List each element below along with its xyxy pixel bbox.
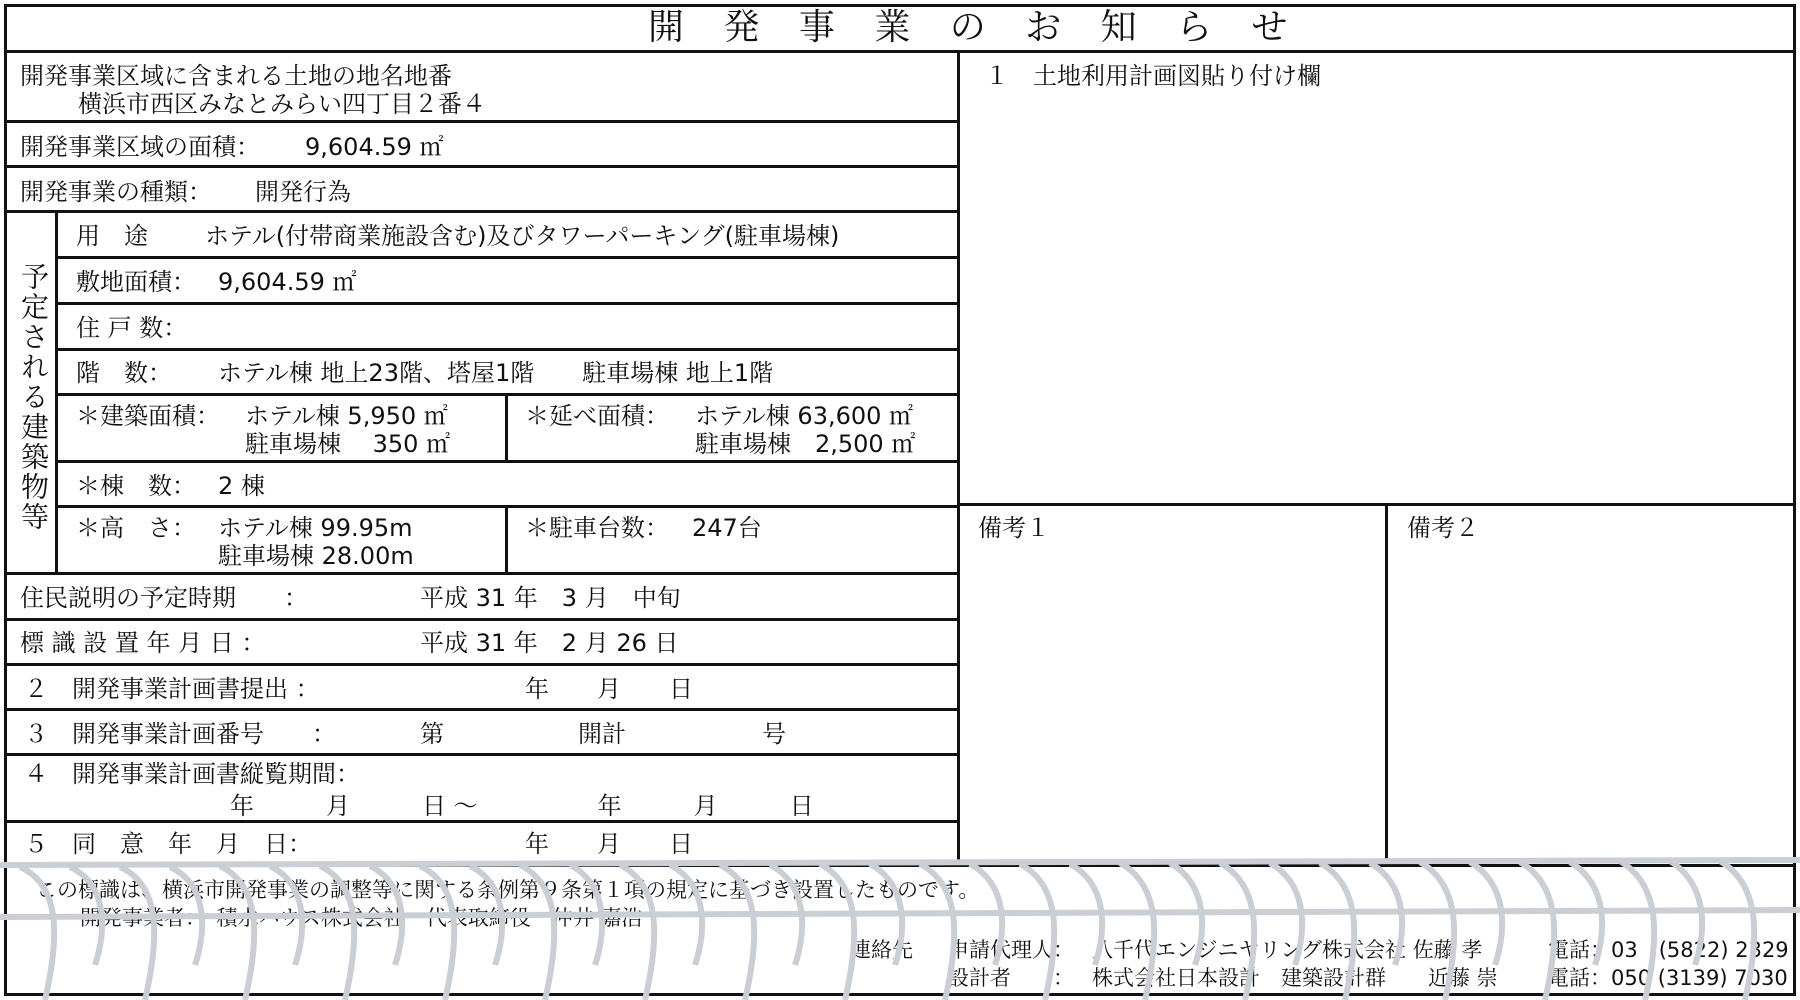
sign-title: 開 発 事 業 の お 知 ら せ — [648, 7, 1302, 48]
row-rule — [4, 753, 959, 756]
area-value: 9,604.59 ㎡ — [305, 133, 444, 161]
use-value: ホテル(付帯商業施設含む)及びタワーパーキング(駐車場棟) — [205, 222, 840, 250]
designer-label: 設計者 ： — [948, 966, 1074, 990]
area-label: 開発事業区域の面積： — [20, 133, 260, 161]
count-label: ＊棟 数： — [76, 472, 196, 500]
section-label-divider — [55, 210, 58, 572]
building-area-parking: 駐車場棟 350 ㎡ — [245, 430, 451, 458]
height-parking: 駐車場棟 28.00m — [218, 542, 414, 570]
frame-bottom — [4, 993, 1796, 996]
type-label: 開発事業の種類： — [20, 178, 212, 206]
briefing-value: 平成 31 年 3 月 中旬 — [420, 584, 681, 612]
row-rule — [4, 120, 959, 123]
floor-area-hotel: ホテル棟 63,600 ㎡ — [695, 402, 914, 430]
consent-label: ５ 同 意 年 月 日： — [24, 830, 312, 858]
agent-value: 八千代エンジニヤリング株式会社 佐藤 孝 — [1092, 938, 1483, 962]
floor-area-label: ＊延べ面積： — [525, 402, 669, 430]
notice-text: この標識は、横浜市開発事業の調整等に関する条例第９条第１項の規定に基づき設置したものです。 — [36, 878, 980, 902]
developer-line: 開発事業者： 積水ハウス株式会社 代表取締役 仲井 嘉浩 — [80, 906, 643, 930]
plan-no-go: 号 — [762, 720, 786, 748]
cell-divider — [505, 505, 508, 572]
frame-right — [1793, 4, 1796, 994]
row-rule — [4, 572, 959, 575]
plan-submit-label: ２ 開発事業計画書提出 ： — [24, 675, 320, 703]
frame-left — [4, 4, 7, 994]
site-value: 9,604.59 ㎡ — [218, 268, 357, 296]
land-use-plan-label: １ 土地利用計画図貼り付け欄 — [985, 62, 1321, 90]
sign-date-value: 平成 31 年 2 月 26 日 — [420, 629, 679, 657]
plan-no-kaikei: 開計 — [578, 720, 626, 748]
height-hotel: ホテル棟 99.95m — [218, 514, 413, 542]
floors-value: ホテル棟 地上23階、塔屋1階 駐車場棟 地上1階 — [218, 359, 774, 387]
plan-no-label: ３ 開発事業計画番号 ： — [24, 720, 336, 748]
row-rule — [57, 348, 959, 351]
parking-label: ＊駐車台数： — [525, 514, 669, 542]
contact-label: 連絡先 — [850, 938, 913, 962]
height-label: ＊高 さ： — [76, 514, 196, 542]
column-divider — [957, 50, 960, 864]
floor-area-parking: 駐車場棟 2,500 ㎡ — [695, 430, 916, 458]
lot-value: 横浜市西区みなとみらい四丁目２番４ — [78, 90, 486, 118]
consent-value: 年 月 日 — [525, 830, 693, 858]
row-rule — [4, 708, 959, 711]
row-rule — [4, 618, 959, 621]
row-rule — [57, 505, 959, 508]
floors-label: 階 数： — [76, 359, 172, 387]
count-value: 2 棟 — [218, 472, 265, 500]
designer-value: 株式会社日本設計 建築設計群 近藤 崇 — [1092, 966, 1498, 990]
row-rule — [4, 210, 959, 213]
row-rule — [57, 460, 959, 463]
row-rule — [57, 302, 959, 305]
parking-value: 247台 — [692, 514, 762, 542]
use-label: 用 途 — [76, 222, 148, 250]
designer-phone: 電話：050 (3139) 7030 — [1548, 966, 1788, 990]
remarks-divider — [1385, 503, 1388, 864]
agent-phone: 電話：03 (5822) 2329 — [1548, 938, 1789, 962]
review-label: ４ 開発事業計画書縦覧期間： — [24, 760, 360, 788]
agent-label: 申請代理人： — [948, 938, 1074, 962]
type-value: 開発行為 — [255, 178, 351, 206]
row-rule — [4, 820, 959, 823]
plan-submit-value: 年 月 日 — [525, 675, 693, 703]
title-divider — [4, 50, 1796, 53]
review-value: 年 月 日 ～ 年 月 日 — [230, 792, 814, 820]
building-area-label: ＊建築面積： — [76, 402, 220, 430]
lot-label: 開発事業区域に含まれる土地の地名地番 — [20, 62, 452, 90]
sign-date-label: 標 識 設 置 年 月 日 ： — [20, 629, 266, 657]
units-label: 住 戸 数： — [76, 314, 188, 342]
row-rule — [4, 165, 959, 168]
building-area-hotel: ホテル棟 5,950 ㎡ — [245, 402, 448, 430]
cell-divider — [505, 393, 508, 460]
briefing-label: 住民説明の予定時期 ： — [20, 584, 308, 612]
remarks-top-rule — [957, 503, 1796, 506]
row-rule — [4, 864, 1796, 867]
remarks2-label: 備考２ — [1407, 514, 1479, 542]
plan-no-dai: 第 — [420, 720, 444, 748]
remarks1-label: 備考１ — [978, 514, 1050, 542]
site-label: 敷地面積： — [76, 268, 196, 296]
row-rule — [4, 663, 959, 666]
row-rule — [57, 393, 959, 396]
row-rule — [57, 256, 959, 259]
building-section-label: 予定される建築物等 — [17, 262, 50, 532]
